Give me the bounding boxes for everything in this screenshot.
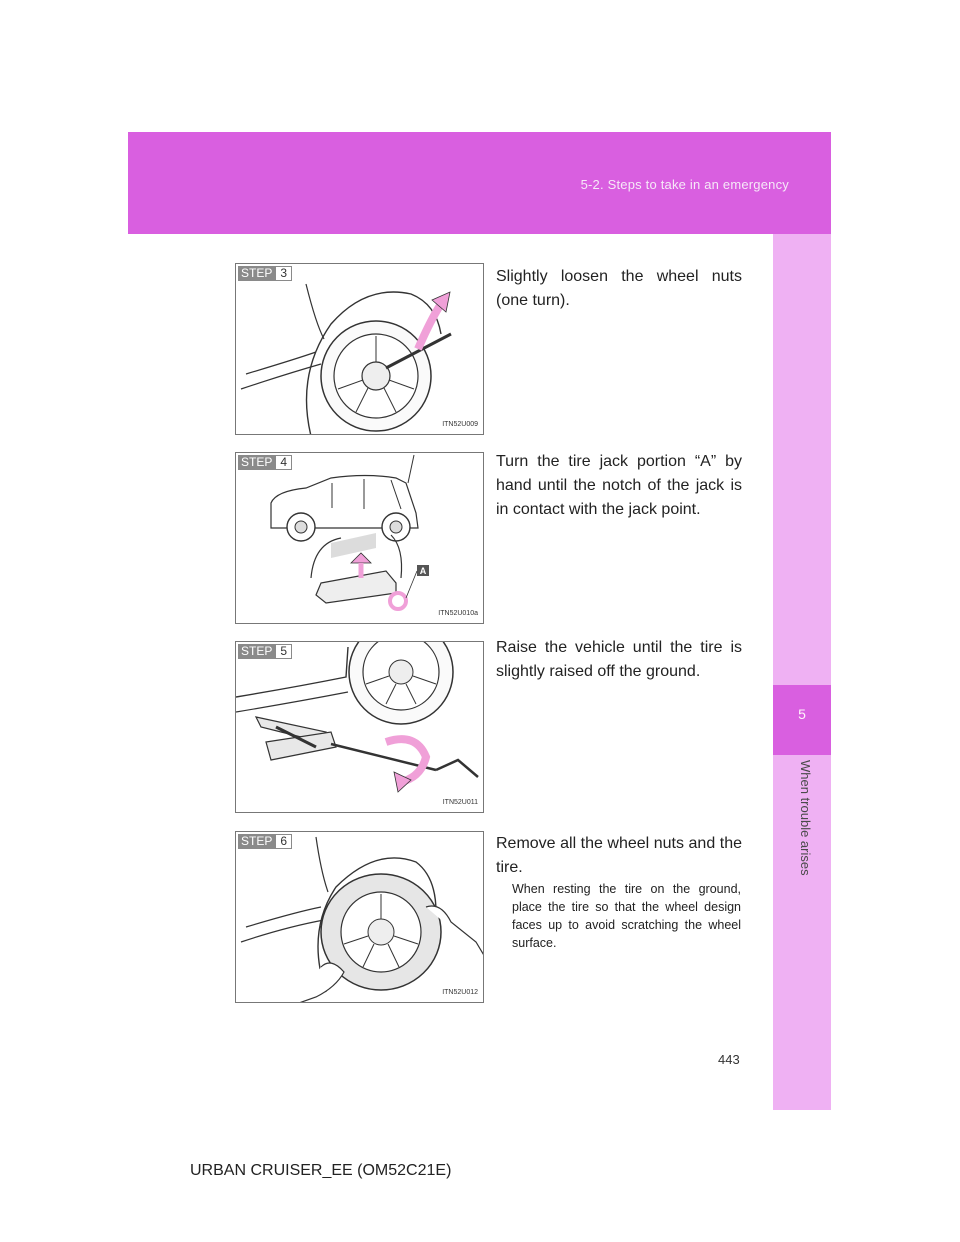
step-5-figure	[235, 641, 484, 813]
step-4-instruction: Turn the tire jack portion “A” by hand until the notch of the jack is in contact with the jack point.	[496, 453, 742, 518]
step-badge: STEP 4	[238, 455, 292, 470]
raise-vehicle-illustration	[236, 642, 484, 813]
section-header	[128, 132, 831, 234]
step-badge: STEP 3	[238, 266, 292, 281]
step-5-instruction: Raise the vehicle until the tire is slightly raised off the ground.	[496, 639, 742, 680]
step-number: 3	[275, 266, 292, 281]
chapter-number-block	[773, 685, 831, 755]
step-badge: STEP 6	[238, 834, 292, 849]
step-3-instruction: Slightly loosen the wheel nuts (one turn).	[496, 268, 742, 309]
figure-code: ITN52U009	[442, 421, 478, 428]
step-badge: STEP 5	[238, 644, 292, 659]
step-number: 5	[275, 644, 292, 659]
step-6-figure	[235, 831, 484, 1003]
chapter-side-tab	[773, 234, 831, 1110]
step-3-figure	[235, 263, 484, 435]
figure-code: ITN52U011	[442, 799, 478, 806]
figure-code: ITN52U012	[442, 989, 478, 996]
step-number: 4	[275, 455, 292, 470]
chapter-number: 5	[798, 706, 806, 722]
manual-footer: URBAN CRUISER_EE (OM52C21E)	[190, 1162, 452, 1179]
step-6-instruction: Remove all the wheel nuts and the tire.	[496, 835, 742, 876]
figure-code: ITN52U010a	[438, 610, 478, 617]
step-6-note: When resting the tire on the ground, place the tire so that the wheel design faces up to avoid scratching the wheel surface.	[512, 882, 741, 950]
loosen-wheel-nuts-illustration	[236, 264, 484, 435]
step-4-figure	[235, 452, 484, 624]
chapter-title: When trouble arises	[798, 760, 813, 876]
remove-tire-illustration	[236, 832, 484, 1003]
section-title: 5-2. Steps to take in an emergency	[580, 177, 789, 192]
page-number: 443	[718, 1052, 740, 1067]
step-number: 6	[275, 834, 292, 849]
callout-a: A	[419, 566, 427, 576]
jack-and-car-illustration	[236, 453, 484, 624]
